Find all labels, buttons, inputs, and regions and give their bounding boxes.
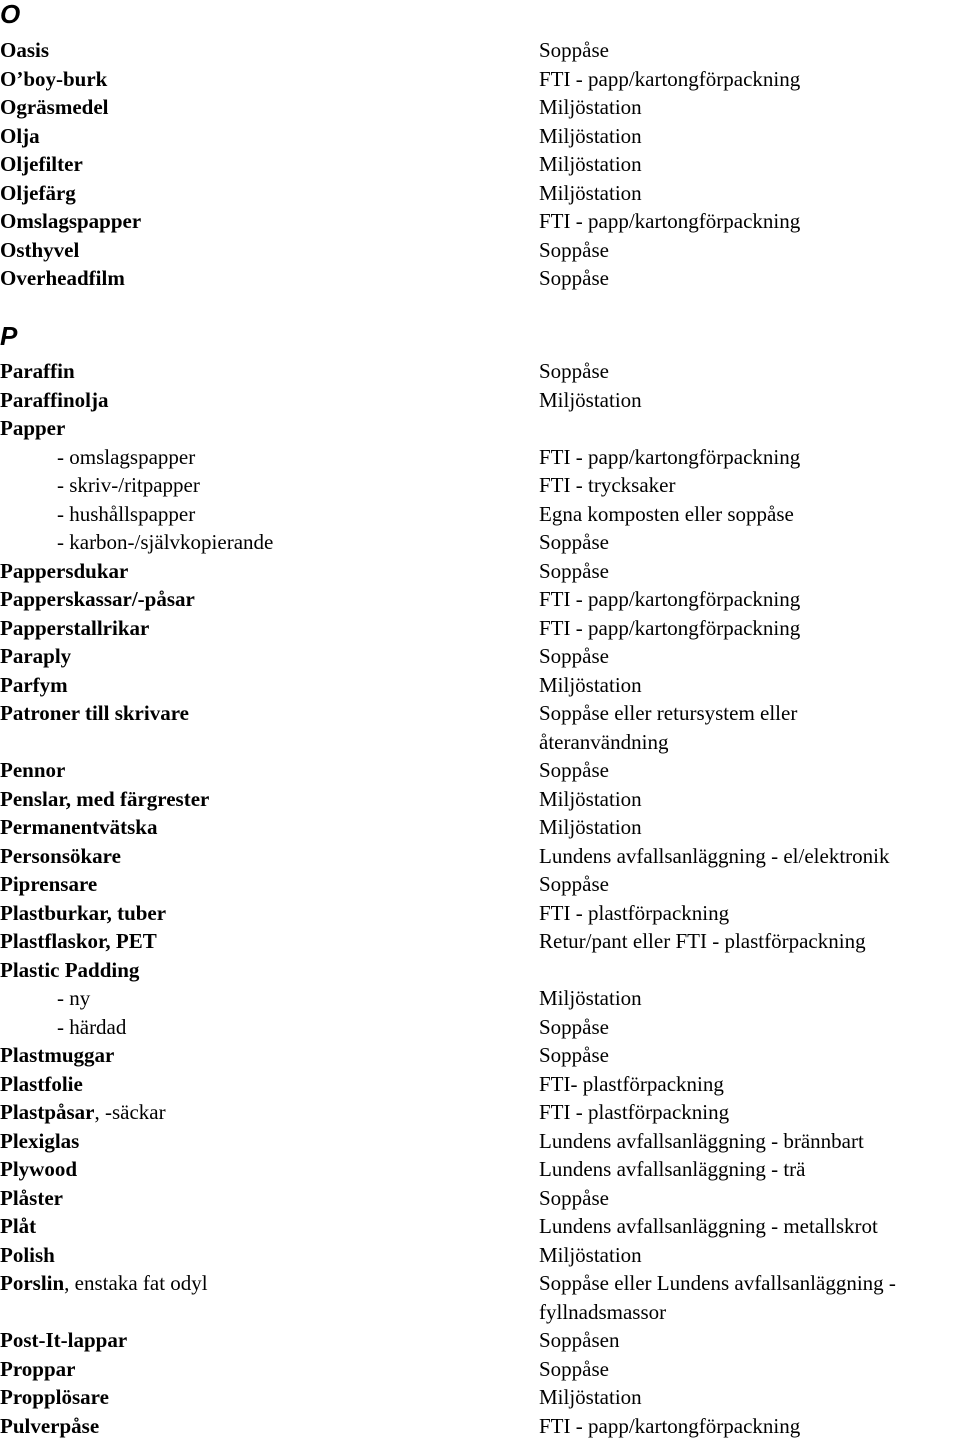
term-label: Personsökare — [0, 843, 121, 868]
list-item — [0, 813, 960, 842]
term-label: - hushållspapper — [57, 501, 196, 526]
list-item — [0, 927, 960, 956]
list-item — [0, 728, 960, 757]
term-label: Papperskassar/-påsar — [0, 587, 195, 611]
disposal-method: Miljöstation — [539, 815, 642, 839]
disposal-method: Lundens avfallsanläggning - brännbart — [539, 1128, 864, 1153]
list-item — [0, 36, 960, 65]
disposal-method: FTI - plastförpackning — [539, 1100, 730, 1124]
disposal-method: Retur/pant eller FTI - plastförpackning — [539, 929, 866, 953]
term-label: Pappersdukar — [0, 558, 129, 583]
disposal-method: Soppåsen — [539, 1328, 620, 1352]
term-label: Plastic Padding — [0, 957, 140, 982]
list-item — [0, 93, 960, 122]
item-term — [0, 264, 125, 293]
term-label: Oasis — [0, 38, 50, 62]
disposal-method: FTI - trycksaker — [539, 473, 676, 497]
disposal-method: FTI - papp/kartongförpackning — [539, 587, 801, 611]
item-term — [0, 150, 83, 179]
term-label: Plastfolie — [0, 1071, 83, 1096]
sub-item-term — [57, 471, 200, 500]
disposal-method: Soppåse eller Lundens avfallsanläggning - — [539, 1271, 896, 1295]
disposal-method: Miljöstation — [539, 1242, 642, 1267]
term-label: O’boy-burk — [0, 66, 108, 91]
disposal-method: Egna komposten eller soppåse — [539, 501, 794, 526]
term-label: Parfym — [0, 672, 68, 697]
list-item — [0, 443, 960, 472]
term-label: Permanentvätska — [0, 815, 158, 839]
list-item — [0, 414, 960, 443]
list-item — [0, 1383, 960, 1412]
disposal-method: Soppåse eller retursystem eller — [539, 701, 798, 725]
term-label: Plastflaskor, PET — [0, 929, 157, 953]
disposal-method: Soppåse — [539, 266, 609, 290]
term-label: Propplösare — [0, 1385, 109, 1409]
disposal-method: FTI - papp/kartongförpackning — [539, 209, 801, 233]
disposal-method: Soppåse — [539, 1185, 609, 1210]
list-item — [0, 357, 960, 386]
list-item — [0, 1212, 960, 1241]
list-item — [0, 1241, 960, 1270]
disposal-method: FTI- plastförpackning — [539, 1071, 724, 1096]
disposal-method: FTI - papp/kartongförpackning — [539, 66, 801, 91]
list-item — [0, 1184, 960, 1213]
item-term — [0, 65, 107, 94]
item-term — [0, 813, 157, 842]
section-letter-heading: O — [0, 0, 21, 29]
disposal-method: Miljöstation — [539, 1385, 642, 1409]
item-term — [0, 179, 76, 208]
term-label: - skriv-/ritpapper — [57, 473, 200, 497]
disposal-method: Lundens avfallsanläggning - trä — [539, 1157, 806, 1181]
sub-item-term — [57, 984, 90, 1013]
list-item — [0, 870, 960, 899]
list-item — [0, 699, 960, 728]
term-label: Polish — [0, 1242, 55, 1267]
term-label: Ogräsmedel — [0, 95, 109, 119]
term-label: Papper — [0, 416, 66, 440]
item-term — [0, 1098, 166, 1127]
sub-item-term — [57, 500, 195, 529]
item-term — [0, 585, 195, 614]
item-term — [0, 1070, 83, 1099]
disposal-method: Soppåse — [539, 1014, 609, 1039]
term-label: Pennor — [0, 758, 66, 782]
term-label: Piprensare — [0, 872, 98, 896]
disposal-method: Miljöstation — [539, 123, 642, 148]
list-item — [0, 1070, 960, 1099]
item-term — [0, 207, 141, 236]
item-term — [0, 699, 189, 728]
disposal-method: Soppåse — [539, 1356, 609, 1381]
disposal-method: återanvändning — [539, 729, 669, 754]
item-term — [0, 899, 166, 928]
disposal-method: Miljöstation — [539, 95, 642, 119]
term-label: Plexiglas — [0, 1128, 80, 1153]
item-term — [0, 236, 79, 265]
item-term — [0, 357, 75, 386]
item-term — [0, 1412, 99, 1440]
term-label: Omslagspapper — [0, 209, 142, 233]
list-item — [0, 1098, 960, 1127]
item-term — [0, 1041, 114, 1070]
list-item — [0, 1298, 960, 1327]
item-term — [0, 842, 121, 871]
term-label: Plywood — [0, 1157, 78, 1181]
disposal-method: Soppåse — [539, 237, 609, 262]
list-item — [0, 585, 960, 614]
list-item — [0, 386, 960, 415]
list-item — [0, 150, 960, 179]
list-item — [0, 1269, 960, 1298]
disposal-method: Lundens avfallsanläggning - el/elektronik — [539, 843, 890, 868]
term-qualifier: , enstaka fat odyl — [64, 1271, 208, 1295]
item-term — [0, 414, 65, 443]
list-item — [0, 1127, 960, 1156]
item-term — [0, 956, 139, 985]
disposal-method: Miljöstation — [539, 672, 642, 697]
disposal-method: Miljöstation — [539, 786, 642, 811]
item-term — [0, 1269, 208, 1298]
item-term — [0, 785, 209, 814]
list-item — [0, 842, 960, 871]
term-label: Oljefilter — [0, 152, 83, 176]
disposal-method: Soppåse — [539, 38, 609, 62]
item-term — [0, 927, 157, 956]
disposal-method: Miljöstation — [539, 986, 642, 1010]
list-item — [0, 236, 960, 265]
term-label: Overheadfilm — [0, 266, 125, 290]
disposal-method: Soppåse — [539, 644, 609, 668]
sub-item-term — [57, 443, 195, 472]
disposal-method: Soppåse — [539, 758, 609, 782]
list-item — [0, 471, 960, 500]
term-label: Paraffinolja — [0, 387, 109, 412]
disposal-method: FTI - papp/kartongförpackning — [539, 615, 801, 640]
term-label: Penslar, med färgrester — [0, 786, 210, 811]
term-label: Porslin — [0, 1271, 65, 1295]
term-label: Olja — [0, 123, 40, 148]
item-term — [0, 642, 71, 671]
list-item — [0, 179, 960, 208]
term-label: Plåster — [0, 1185, 63, 1210]
item-term — [0, 122, 40, 151]
disposal-method: Soppåse — [539, 530, 609, 554]
item-term — [0, 386, 108, 415]
item-term — [0, 870, 97, 899]
term-label: Paraply — [0, 644, 72, 668]
sub-item-term — [57, 1013, 126, 1042]
item-term — [0, 756, 65, 785]
item-term — [0, 1184, 63, 1213]
term-qualifier: , -säckar — [94, 1100, 166, 1124]
list-item — [0, 528, 960, 557]
item-term — [0, 557, 128, 586]
disposal-method: fyllnadsmassor — [539, 1299, 667, 1324]
term-label: Oljefärg — [0, 180, 76, 205]
item-term — [0, 1127, 79, 1156]
term-label: Plastpåsar — [0, 1100, 95, 1124]
list-item — [0, 671, 960, 700]
list-item — [0, 264, 960, 293]
list-item — [0, 122, 960, 151]
disposal-method: Miljöstation — [539, 387, 642, 412]
term-label: Proppar — [0, 1356, 76, 1381]
item-term — [0, 93, 108, 122]
term-label: Pulverpåse — [0, 1413, 100, 1438]
list-item — [0, 1412, 960, 1440]
list-item — [0, 557, 960, 586]
disposal-method: FTI - plastförpackning — [539, 900, 730, 925]
disposal-method: Soppåse — [539, 872, 609, 896]
item-term — [0, 1326, 127, 1355]
item-term — [0, 614, 149, 643]
section-letter-heading: P — [0, 321, 18, 351]
list-item — [0, 642, 960, 671]
list-item — [0, 1326, 960, 1355]
disposal-method: FTI - papp/kartongförpackning — [539, 444, 801, 469]
list-item — [0, 899, 960, 928]
list-item — [0, 785, 960, 814]
term-label: Plåt — [0, 1214, 37, 1238]
term-label: - härdad — [57, 1014, 127, 1039]
term-label: Paraffin — [0, 359, 75, 383]
disposal-method: Soppåse — [539, 558, 609, 583]
item-term — [0, 1383, 109, 1412]
term-label: Plastburkar, tuber — [0, 900, 167, 925]
list-item — [0, 1155, 960, 1184]
item-term — [0, 36, 49, 65]
disposal-method: Lundens avfallsanläggning - metallskrot — [539, 1214, 878, 1238]
list-item — [0, 1041, 960, 1070]
term-label: Post-It-lappar — [0, 1328, 128, 1352]
term-label: Plastmuggar — [0, 1043, 115, 1067]
term-label: Papperstallrikar — [0, 615, 150, 640]
sub-item-term — [57, 528, 273, 557]
term-label: Patroner till skrivare — [0, 701, 189, 725]
item-term — [0, 1355, 75, 1384]
term-label: - omslagspapper — [57, 444, 196, 469]
item-term — [0, 1155, 77, 1184]
disposal-method: FTI - papp/kartongförpackning — [539, 1413, 801, 1438]
term-label: Osthyvel — [0, 237, 80, 262]
disposal-method: Miljöstation — [539, 152, 642, 176]
disposal-method: Miljöstation — [539, 180, 642, 205]
item-term — [0, 671, 68, 700]
disposal-method: Soppåse — [539, 1043, 609, 1067]
item-term — [0, 1241, 55, 1270]
list-item — [0, 956, 960, 985]
list-item — [0, 500, 960, 529]
list-item — [0, 65, 960, 94]
list-item — [0, 614, 960, 643]
list-item — [0, 756, 960, 785]
list-item — [0, 1355, 960, 1384]
term-label: - ny — [57, 986, 91, 1010]
disposal-method: Soppåse — [539, 359, 609, 383]
term-label: - karbon-/självkopierande — [57, 530, 274, 554]
list-item — [0, 207, 960, 236]
item-term — [0, 1212, 36, 1241]
list-item — [0, 1013, 960, 1042]
list-item — [0, 984, 960, 1013]
